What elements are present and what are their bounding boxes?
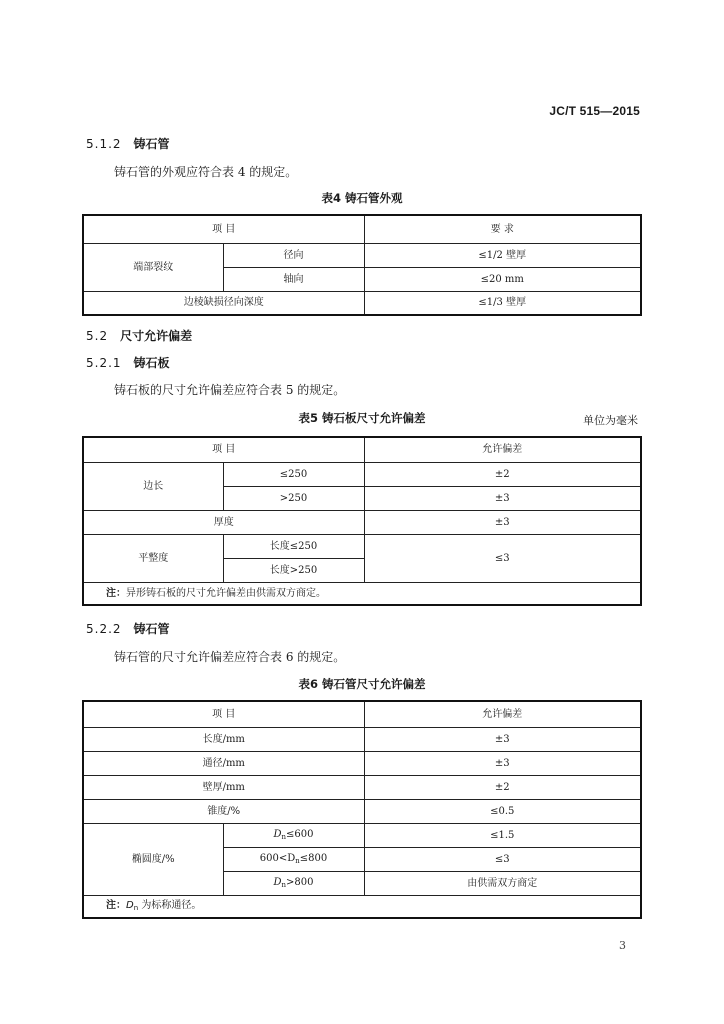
standard-code: JC/T 515—2015: [549, 104, 640, 118]
section-heading-5-2: [86, 327, 192, 344]
section-heading-5-1-2: [86, 135, 170, 152]
table4-caption: 表4 铸石管外观: [321, 191, 403, 205]
row-label: 边棱缺损径向深度: [83, 291, 364, 315]
table-row: [83, 534, 641, 558]
table-row: [83, 823, 641, 847]
section-title: 铸石管: [133, 622, 170, 636]
row-value: ≤1/2 壁厚: [364, 243, 641, 267]
header-item: 项 目: [83, 701, 364, 727]
row-sublabel: 长度≤250: [223, 534, 364, 558]
table-row: [83, 243, 641, 267]
row-sublabel: ≤250: [223, 462, 364, 486]
row-label: 长度/mm: [83, 727, 364, 751]
header-item: 项 目: [83, 437, 364, 462]
row-value: ±3: [364, 510, 641, 534]
section-number: 5.2.1: [86, 356, 122, 370]
table-note-row: [83, 582, 641, 605]
note-label: 注：: [106, 587, 126, 599]
row-value: ≤0.5: [364, 799, 641, 823]
header-deviation: 允许偏差: [364, 701, 641, 727]
row-sublabel: 长度>250: [223, 558, 364, 582]
header-deviation: 允许偏差: [364, 437, 641, 462]
table-note-row: [83, 895, 641, 918]
row-value: ±3: [364, 727, 641, 751]
row-label: 锥度/%: [83, 799, 364, 823]
table-row: [83, 462, 641, 486]
section-number: 5.1.2: [86, 137, 122, 151]
row-label: 平整度: [83, 534, 223, 582]
table-note: 注：$D_n$ 为标称通径。: [83, 895, 641, 918]
row-sublabel: $D_n\le 600$: [223, 823, 364, 847]
table-header-row: [83, 215, 641, 243]
note-text: 异形铸石板的尺寸允许偏差由供需双方商定。: [126, 587, 326, 599]
table-header-row: [83, 701, 641, 727]
table-header-row: [83, 437, 641, 462]
section-title: 铸石板: [133, 356, 170, 370]
section-number: 5.2.2: [86, 622, 122, 636]
row-label: 厚度: [83, 510, 364, 534]
section-title: 尺寸允许偏差: [120, 329, 193, 343]
note-label: 注：: [106, 899, 126, 911]
paragraph-5-2-1: 铸石板的尺寸允许偏差应符合表 5 的规定。: [114, 383, 346, 397]
row-sublabel: $600<D_n\le 800$: [223, 847, 364, 871]
table-note: [83, 582, 641, 605]
row-value: ±2: [364, 462, 641, 486]
table-row: [83, 291, 641, 315]
paragraph-5-1-2: 铸石管的外观应符合表 4 的规定。: [114, 165, 298, 179]
row-value: ≤3: [364, 847, 641, 871]
row-value: ≤1.5: [364, 823, 641, 847]
row-value: ≤1/3 壁厚: [364, 291, 641, 315]
section-number: 5.2: [86, 329, 109, 343]
row-sublabel: 径向: [223, 243, 364, 267]
header-requirement: 要 求: [364, 215, 641, 243]
section-heading-5-2-2: [86, 620, 170, 637]
row-label: 边长: [83, 462, 223, 510]
table-row: [83, 799, 641, 823]
table-row: [83, 510, 641, 534]
table-row: [83, 775, 641, 799]
row-label: 椭圆度/%: [83, 823, 223, 895]
row-label: 壁厚/mm: [83, 775, 364, 799]
table-row: [83, 727, 641, 751]
row-value: ±3: [364, 751, 641, 775]
header-item: 项 目: [83, 215, 364, 243]
row-value: ±3: [364, 486, 641, 510]
paragraph-5-2-2: 铸石管的尺寸允许偏差应符合表 6 的规定。: [114, 650, 346, 664]
table5: [82, 436, 642, 606]
table6-caption: 表6 铸石管尺寸允许偏差: [298, 677, 426, 691]
unit-label: 单位为毫米: [583, 414, 638, 427]
table6: [82, 700, 642, 919]
row-value: ≤3: [364, 534, 641, 582]
page-number: 3: [619, 939, 626, 952]
row-label: 端部裂纹: [83, 243, 223, 291]
table4: [82, 214, 642, 316]
row-sublabel: $D_n>800$: [223, 871, 364, 895]
row-value: 由供需双方商定: [364, 871, 641, 895]
row-label: 通径/mm: [83, 751, 364, 775]
row-sublabel: 轴向: [223, 267, 364, 291]
row-value: ≤20 mm: [364, 267, 641, 291]
row-value: ±2: [364, 775, 641, 799]
row-sublabel: >250: [223, 486, 364, 510]
table5-caption: 表5 铸石板尺寸允许偏差: [298, 411, 426, 425]
section-title: 铸石管: [133, 137, 170, 151]
table-row: [83, 751, 641, 775]
section-heading-5-2-1: [86, 354, 170, 371]
